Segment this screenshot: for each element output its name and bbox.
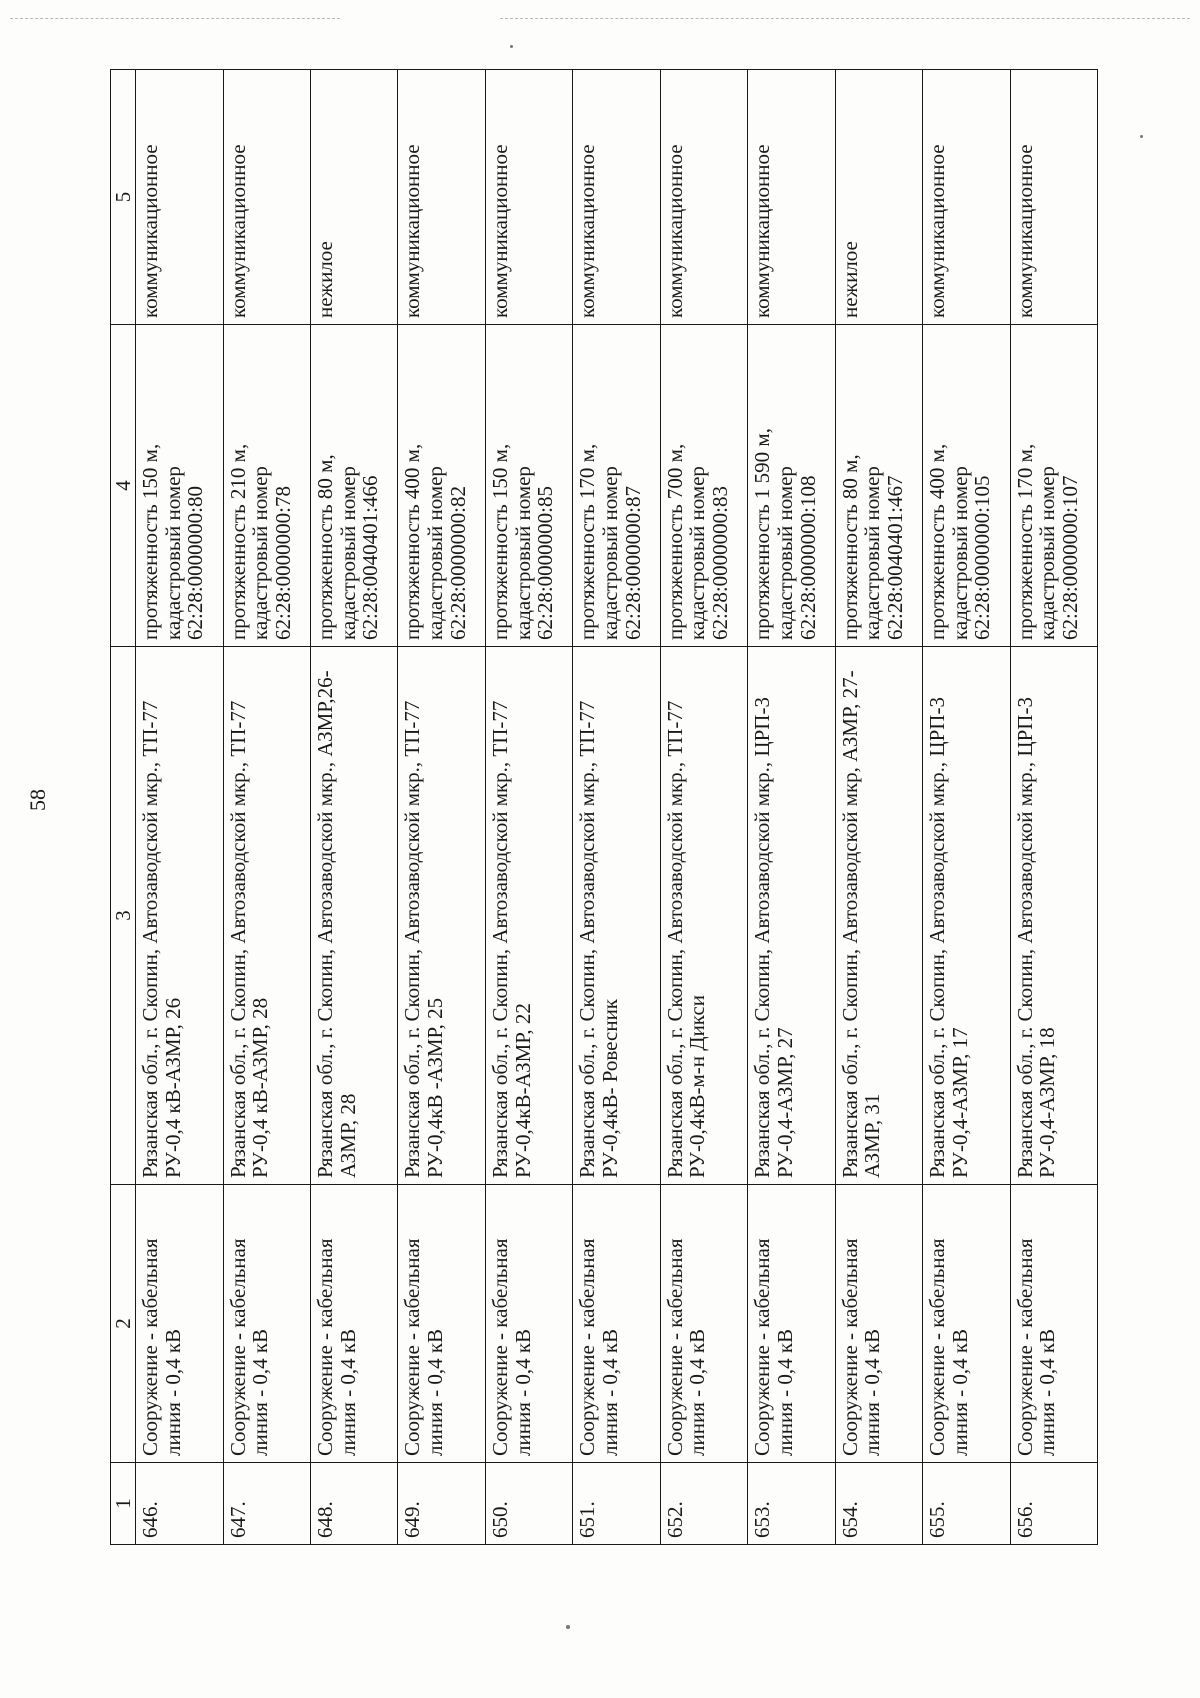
purpose-cell: коммуникационное: [573, 70, 660, 325]
address-cell: Рязанская обл., г. Скопин, Автозаводской мкр., АЗМР,26-АЗМР, 28: [311, 647, 398, 1185]
cadastral-number: 62:28:0000000:85: [533, 485, 558, 640]
length-text: протяженность 400 м,: [925, 443, 950, 640]
address-cell: Рязанская обл., г. Скопин, Автозаводской мкр., ТП-77 РУ-0,4кВ-АЗМР, 22: [485, 647, 572, 1185]
header-cell: 1: [111, 1463, 136, 1545]
purpose-cell: коммуникационное: [398, 70, 485, 325]
header-cell: 4: [111, 325, 136, 647]
length-text: протяженность 700 м,: [662, 443, 687, 640]
purpose-cell: коммуникационное: [660, 70, 747, 325]
row-number-cell: 655.: [923, 1463, 1010, 1545]
object-name-cell: Сооружение - кабельная линия - 0,4 кВ: [223, 1185, 310, 1463]
row-number-cell: 650.: [485, 1463, 572, 1545]
object-name-cell: Сооружение - кабельная линия - 0,4 кВ: [748, 1185, 835, 1463]
scan-artifact-line-right: [500, 18, 1190, 19]
object-name-cell: Сооружение - кабельная линия - 0,4 кВ: [573, 1185, 660, 1463]
characteristics-cell: [923, 325, 1010, 647]
table-frame: [110, 70, 1098, 1545]
address-cell: Рязанская обл., г. Скопин, Автозаводской мкр., ТП-77 РУ-0,4кВ- Ровесник: [573, 647, 660, 1185]
characteristics-cell: [748, 325, 835, 647]
table-row: [835, 70, 922, 1545]
page-number: 58: [25, 789, 50, 811]
characteristics-cell: [398, 325, 485, 647]
cadastral-number: 62:28:0000000:105: [970, 475, 995, 640]
address-cell: Рязанская обл., г. Скопин, Автозаводской мкр., ЦРП-3 РУ-0,4-АЗМР, 27: [748, 647, 835, 1185]
header-cell: 2: [111, 1185, 136, 1463]
table-row: [923, 70, 1010, 1545]
cadastral-number: 62:28:0000000:80: [183, 485, 208, 640]
characteristics-cell: [835, 325, 922, 647]
table-header-row: [111, 70, 136, 1545]
row-number-cell: 652.: [660, 1463, 747, 1545]
row-number-cell: 648.: [311, 1463, 398, 1545]
cadastral-label: кадастровый номер: [860, 466, 885, 640]
purpose-cell: коммуникационное: [748, 70, 835, 325]
cadastral-label: кадастровый номер: [772, 466, 797, 640]
property-register-table: [110, 69, 1098, 1545]
object-name-cell: Сооружение - кабельная линия - 0,4 кВ: [660, 1185, 747, 1463]
purpose-cell: коммуникационное: [923, 70, 1010, 325]
table-row: [748, 70, 835, 1545]
cadastral-label: кадастровый номер: [160, 466, 185, 640]
header-cell: 5: [111, 70, 136, 325]
cadastral-number: 62:28:0000000:107: [1057, 475, 1082, 640]
length-text: протяженность 150 м,: [138, 443, 163, 640]
length-text: протяженность 400 м,: [400, 443, 425, 640]
table-row: [485, 70, 572, 1545]
address-cell: Рязанская обл., г. Скопин, Автозаводской мкр., ЦРП-3 РУ-0,4-АЗМР, 18: [1010, 647, 1098, 1185]
cadastral-number: 62:28:0000000:87: [620, 485, 645, 640]
characteristics-cell: [311, 325, 398, 647]
cadastral-label: кадастровый номер: [423, 466, 448, 640]
row-number-cell: 651.: [573, 1463, 660, 1545]
characteristics-cell: [573, 325, 660, 647]
table-row: [398, 70, 485, 1545]
cadastral-number: 62:28:0000000:108: [795, 475, 820, 640]
address-cell: Рязанская обл., г. Скопин, Автозаводской мкр., ТП-77 РУ-0,4 кВ-АЗМР, 28: [223, 647, 310, 1185]
characteristics-cell: [1010, 325, 1098, 647]
characteristics-cell: [485, 325, 572, 647]
row-number-cell: 649.: [398, 1463, 485, 1545]
cadastral-label: кадастровый номер: [335, 466, 360, 640]
table-row: [136, 70, 223, 1545]
header-cell: 3: [111, 647, 136, 1185]
object-name-cell: Сооружение - кабельная линия - 0,4 кВ: [835, 1185, 922, 1463]
row-number-cell: 656.: [1010, 1463, 1098, 1545]
address-cell: Рязанская обл., г. Скопин, Автозаводской мкр., ТП-77 РУ-0,4кВ -АЗМР, 25: [398, 647, 485, 1185]
length-text: протяженность 170 м,: [1012, 443, 1037, 640]
cadastral-number: 62:28:0000000:83: [708, 485, 733, 640]
length-text: протяженность 210 м,: [225, 443, 250, 640]
purpose-cell: коммуникационное: [485, 70, 572, 325]
table-row: [660, 70, 747, 1545]
row-number-cell: 647.: [223, 1463, 310, 1545]
object-name-cell: Сооружение - кабельная линия - 0,4 кВ: [311, 1185, 398, 1463]
cadastral-number: 62:28:0000000:82: [445, 485, 470, 640]
cadastral-number: 62:28:0000000:78: [270, 485, 295, 640]
cadastral-number: 62:28:0040401:467: [882, 475, 907, 640]
purpose-cell: нежилое: [311, 70, 398, 325]
table-row: [1010, 70, 1098, 1545]
object-name-cell: Сооружение - кабельная линия - 0,4 кВ: [1010, 1185, 1098, 1463]
scan-speck: [566, 1625, 570, 1629]
address-cell: Рязанская обл., г. Скопин, Автозаводской мкр., ЦРП-3 РУ-0,4-АЗМР, 17: [923, 647, 1010, 1185]
object-name-cell: Сооружение - кабельная линия - 0,4 кВ: [485, 1185, 572, 1463]
purpose-cell: нежилое: [835, 70, 922, 325]
cadastral-label: кадастровый номер: [597, 466, 622, 640]
scan-speck: [1140, 135, 1143, 138]
purpose-cell: коммуникационное: [136, 70, 223, 325]
scan-artifact-line-left: [10, 18, 340, 19]
cadastral-label: кадастровый номер: [248, 466, 273, 640]
address-cell: Рязанская обл., г. Скопин, Автозаводской мкр., ТП-77 РУ-0,4 кВ-АЗМР, 26: [136, 647, 223, 1185]
length-text: протяженность 80 м,: [837, 454, 862, 640]
object-name-cell: Сооружение - кабельная линия - 0,4 кВ: [136, 1185, 223, 1463]
cadastral-label: кадастровый номер: [1035, 466, 1060, 640]
characteristics-cell: [136, 325, 223, 647]
cadastral-label: кадастровый номер: [947, 466, 972, 640]
rotated-table-wrapper: [110, 70, 1098, 1545]
row-number-cell: 653.: [748, 1463, 835, 1545]
table-row: [573, 70, 660, 1545]
object-name-cell: Сооружение - кабельная линия - 0,4 кВ: [398, 1185, 485, 1463]
table-row: [223, 70, 310, 1545]
purpose-cell: коммуникационное: [1010, 70, 1098, 325]
length-text: протяженность 80 м,: [313, 454, 337, 640]
object-name-cell: Сооружение - кабельная линия - 0,4 кВ: [923, 1185, 1010, 1463]
table-row: [311, 70, 398, 1545]
cadastral-label: кадастровый номер: [510, 466, 535, 640]
characteristics-cell: [223, 325, 310, 647]
cadastral-label: кадастровый номер: [685, 466, 710, 640]
length-text: протяженность 150 м,: [487, 443, 512, 640]
address-cell: Рязанская обл., г. Скопин, Автозаводской мкр, АЗМР, 27-АЗМР, 31: [835, 647, 922, 1185]
length-text: протяженность 170 м,: [575, 443, 600, 640]
row-number-cell: 654.: [835, 1463, 922, 1545]
address-cell: Рязанская обл., г. Скопин, Автозаводской мкр., ТП-77 РУ-0,4кВ-м-н Дикси: [660, 647, 747, 1185]
characteristics-cell: [660, 325, 747, 647]
scan-speck: [510, 45, 513, 48]
cadastral-number: 62:28:0040401:466: [358, 475, 383, 640]
purpose-cell: коммуникационное: [223, 70, 310, 325]
row-number-cell: 646.: [136, 1463, 223, 1545]
length-text: протяженность 1 590 м,: [750, 428, 775, 640]
